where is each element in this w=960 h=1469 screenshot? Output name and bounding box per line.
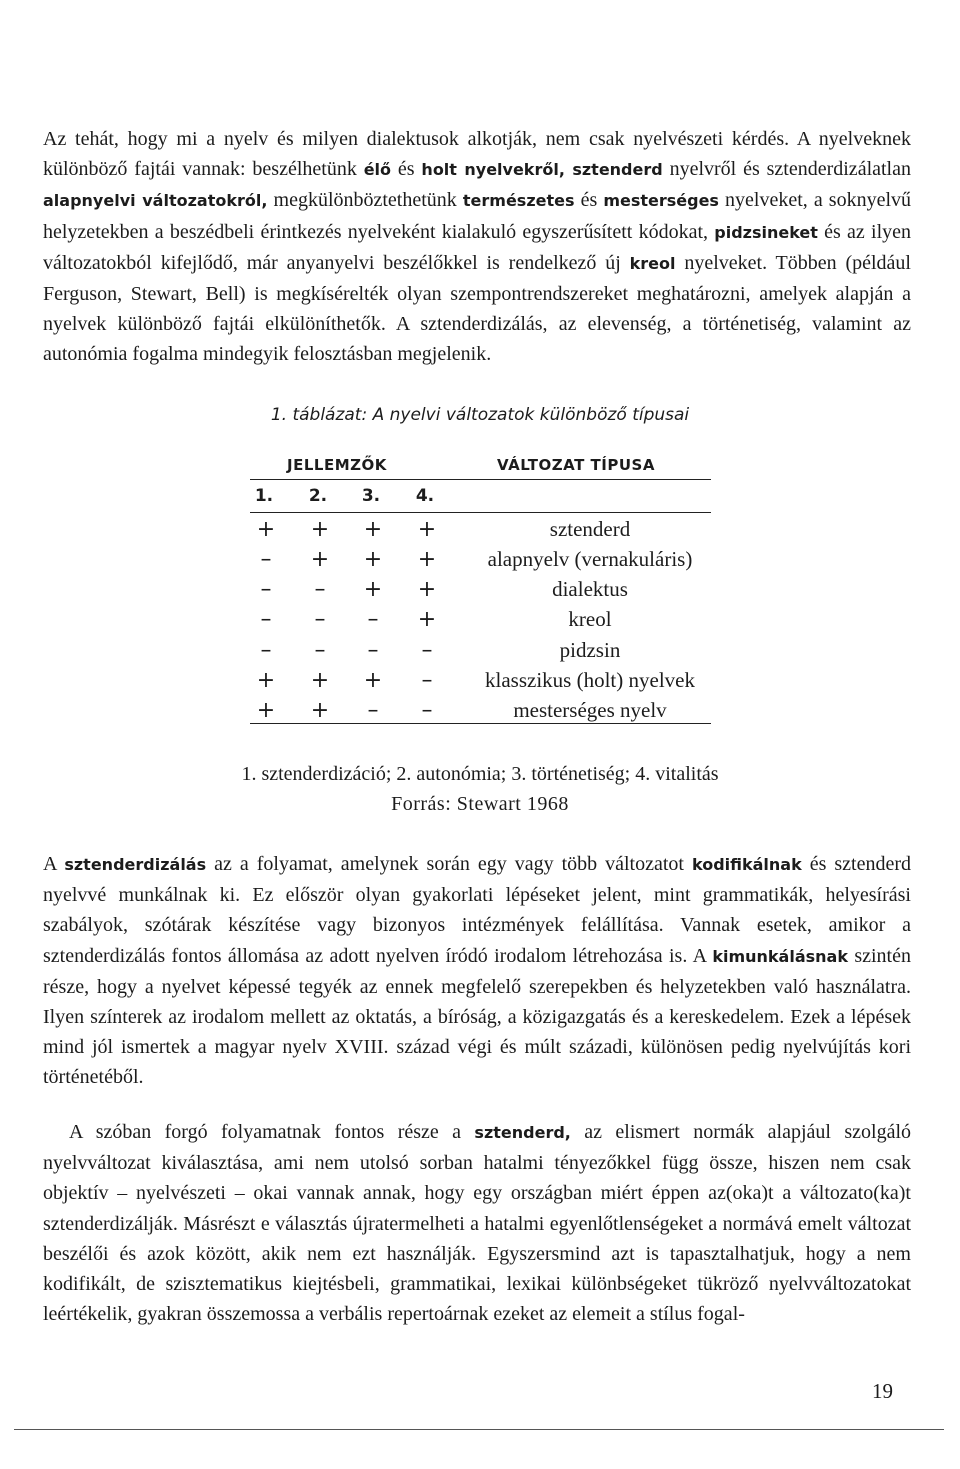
feature-sign: – xyxy=(260,547,272,572)
feature-sign: – xyxy=(367,607,379,632)
feature-sign: – xyxy=(260,607,272,632)
term-pidzsin: pidzsineket xyxy=(714,222,818,242)
term-sztenderdizalas: sztenderdizálás xyxy=(64,855,207,874)
paragraph-standard-selection xyxy=(43,1117,911,1329)
table-caption: 1. táblázat: A nyelvi változatok különböző típusai xyxy=(270,405,690,425)
text-run: Az tehát, hogy mi a nyelv és milyen dialektusok alkotják, nem csak nyelvészeti kérdés. A nyelveknek különböző fajtái vannak: beszélhetünk xyxy=(43,128,911,181)
feature-sign: – xyxy=(367,638,379,663)
variety-label: dialektus xyxy=(552,577,628,601)
feature-sign: + xyxy=(363,547,383,572)
term-sztenderd: sztenderd, xyxy=(474,1123,571,1142)
text-run: megkülönböztethetünk xyxy=(267,189,463,212)
text-run: és az ilyen változatokból kifejlődő, már anyanyelvi beszélőkkel is rendelkező új xyxy=(43,220,912,274)
term-elo: élő xyxy=(363,160,392,180)
text-run: és xyxy=(574,189,604,212)
paragraph-standardization xyxy=(43,849,911,1093)
column-number: 2. xyxy=(308,486,328,506)
page-number: 19 xyxy=(872,1379,893,1403)
feature-sign: – xyxy=(421,638,433,663)
feature-sign: + xyxy=(310,547,330,572)
text-run: és xyxy=(391,158,422,181)
table-rule-bottom xyxy=(250,723,711,724)
term-kimunkalas: kimunkálásnak xyxy=(712,946,848,966)
feature-sign: + xyxy=(256,668,276,693)
table-rule-middle xyxy=(250,512,711,513)
variety-label: pidzsin xyxy=(559,638,621,662)
term-holt-sztenderd: holt nyelvekről, sztenderd xyxy=(421,160,663,180)
text-run: nyelveket. Többen (például Ferguson, Stewart, Bell) is megkísérelték olyan szempontrendszereket meghatározni, amelyek alapján a nyelvek különböző fajtái elkülöníthetők. A sztenderdizálás, az elevenség, a történetiség, valamint az autonómia fogalma mindegyik felosztásban megjelenik. xyxy=(43,251,911,366)
feature-sign: – xyxy=(260,577,272,602)
feature-sign: + xyxy=(310,517,330,542)
text-run: és sztenderd nyelvvé munkálnak ki. Ez először olyan gyakorlati lépéseket jelent, mint grammatikák, helyesírási szabályok, szótárak készítése vagy bizonyos intézmények felállítása. Vannak esetek, amikor a sztenderdizálás fontos állomása az adott nyelven íródó irodalom létrehozása is. A xyxy=(43,853,912,967)
term-termeszetes: természetes xyxy=(462,191,575,211)
table-header-type: VÁLTOZAT TÍPUSA xyxy=(497,456,655,474)
feature-sign: + xyxy=(363,517,383,542)
table-rule-top xyxy=(250,479,711,480)
term-kreol: kreol xyxy=(629,253,676,273)
term-mesterseges: mesterséges xyxy=(603,191,719,211)
feature-sign: – xyxy=(260,638,272,663)
feature-sign: + xyxy=(417,577,437,602)
feature-sign: + xyxy=(310,668,330,693)
variety-label: klasszikus (holt) nyelvek xyxy=(485,668,695,692)
term-kodifikalnak: kodifikálnak xyxy=(691,855,802,874)
text-run: A xyxy=(43,853,65,875)
variety-label: sztenderd xyxy=(549,517,631,541)
table-header-features: JELLEMZŐK xyxy=(287,456,387,474)
text-run: az elismert normák alapjául szolgáló nyelvváltozat kiválasztása, ami nem utolsó sorban hatalmi tényezőkkel függ össze, hiszen nem csak objektív – nyelvészeti – okai vannak annak, hogy egy országban miért éppen az(oka)t a változato(ka)t sztenderdizálják. Másrészt e választás újratermelheti a hatalmi egyenlőtlenségeket a normává emelt változat beszélői és azok között, akik nem ezt használják. Egyszersmind azt is tapasztalhatjuk, hogy a nem kodifikált, de szisztematikus kiejtésbeli, grammatikai, lexikai különbségeket tükröző nyelvváltozatokat leértékelik, gyakran összemossa a verbális repertoárnak ezeket az elemeit a stílus fogal- xyxy=(43,1121,911,1326)
variety-label: kreol xyxy=(568,607,612,631)
feature-sign: + xyxy=(256,517,276,542)
feature-sign: – xyxy=(421,698,433,723)
feature-sign: + xyxy=(363,577,383,602)
paragraph-varieties-intro xyxy=(43,124,911,370)
feature-sign: + xyxy=(256,698,276,723)
feature-sign: – xyxy=(314,577,326,602)
feature-sign: + xyxy=(310,698,330,723)
feature-sign: – xyxy=(367,698,379,723)
column-number: 3. xyxy=(361,486,381,506)
feature-sign: + xyxy=(417,517,437,542)
column-number: 1. xyxy=(254,486,274,506)
text-run: szintén része, hogy a nyelvet képessé tegyék az ennek megfelelő szerepekben és helyzetekben való használatra. Ilyen színterek az irodalom mellett az oktatás, a bíróság, a közigazgatás és a kereskedelem. Ezek a lépések mind jól ismertek a magyar nyelv XVIII. század végi és múlt századi, különösen pedig nyelvújítás kori történetéből. xyxy=(43,944,911,1089)
feature-sign: – xyxy=(314,638,326,663)
variety-label: mesterséges nyelv xyxy=(513,698,667,722)
page-bottom-rule xyxy=(14,1429,944,1430)
term-alapnyelvi: alapnyelvi változatokról, xyxy=(43,191,268,211)
column-number: 4. xyxy=(415,486,435,506)
feature-sign: + xyxy=(363,668,383,693)
text-run: A szóban forgó folyamatnak fontos része a xyxy=(69,1121,475,1143)
text-run: nyelveket, a soknyelvű helyzetekben a beszédbeli érintkezés nyelveként kialakuló egyszerűsített kódokat, xyxy=(43,189,912,243)
text-run: az a folyamat, amelynek során egy vagy több változatot xyxy=(206,853,692,875)
feature-sign: + xyxy=(417,547,437,572)
table-source: Forrás: Stewart 1968 xyxy=(391,793,569,815)
variety-label: alapnyelv (vernakuláris) xyxy=(487,547,693,571)
table-legend: 1. sztenderdizáció; 2. autonómia; 3. történetiség; 4. vitalitás xyxy=(241,763,719,785)
text-run: nyelvről és sztenderdizálatlan xyxy=(662,158,911,181)
feature-sign: + xyxy=(417,607,437,632)
feature-sign: – xyxy=(421,668,433,693)
feature-sign: – xyxy=(314,607,326,632)
